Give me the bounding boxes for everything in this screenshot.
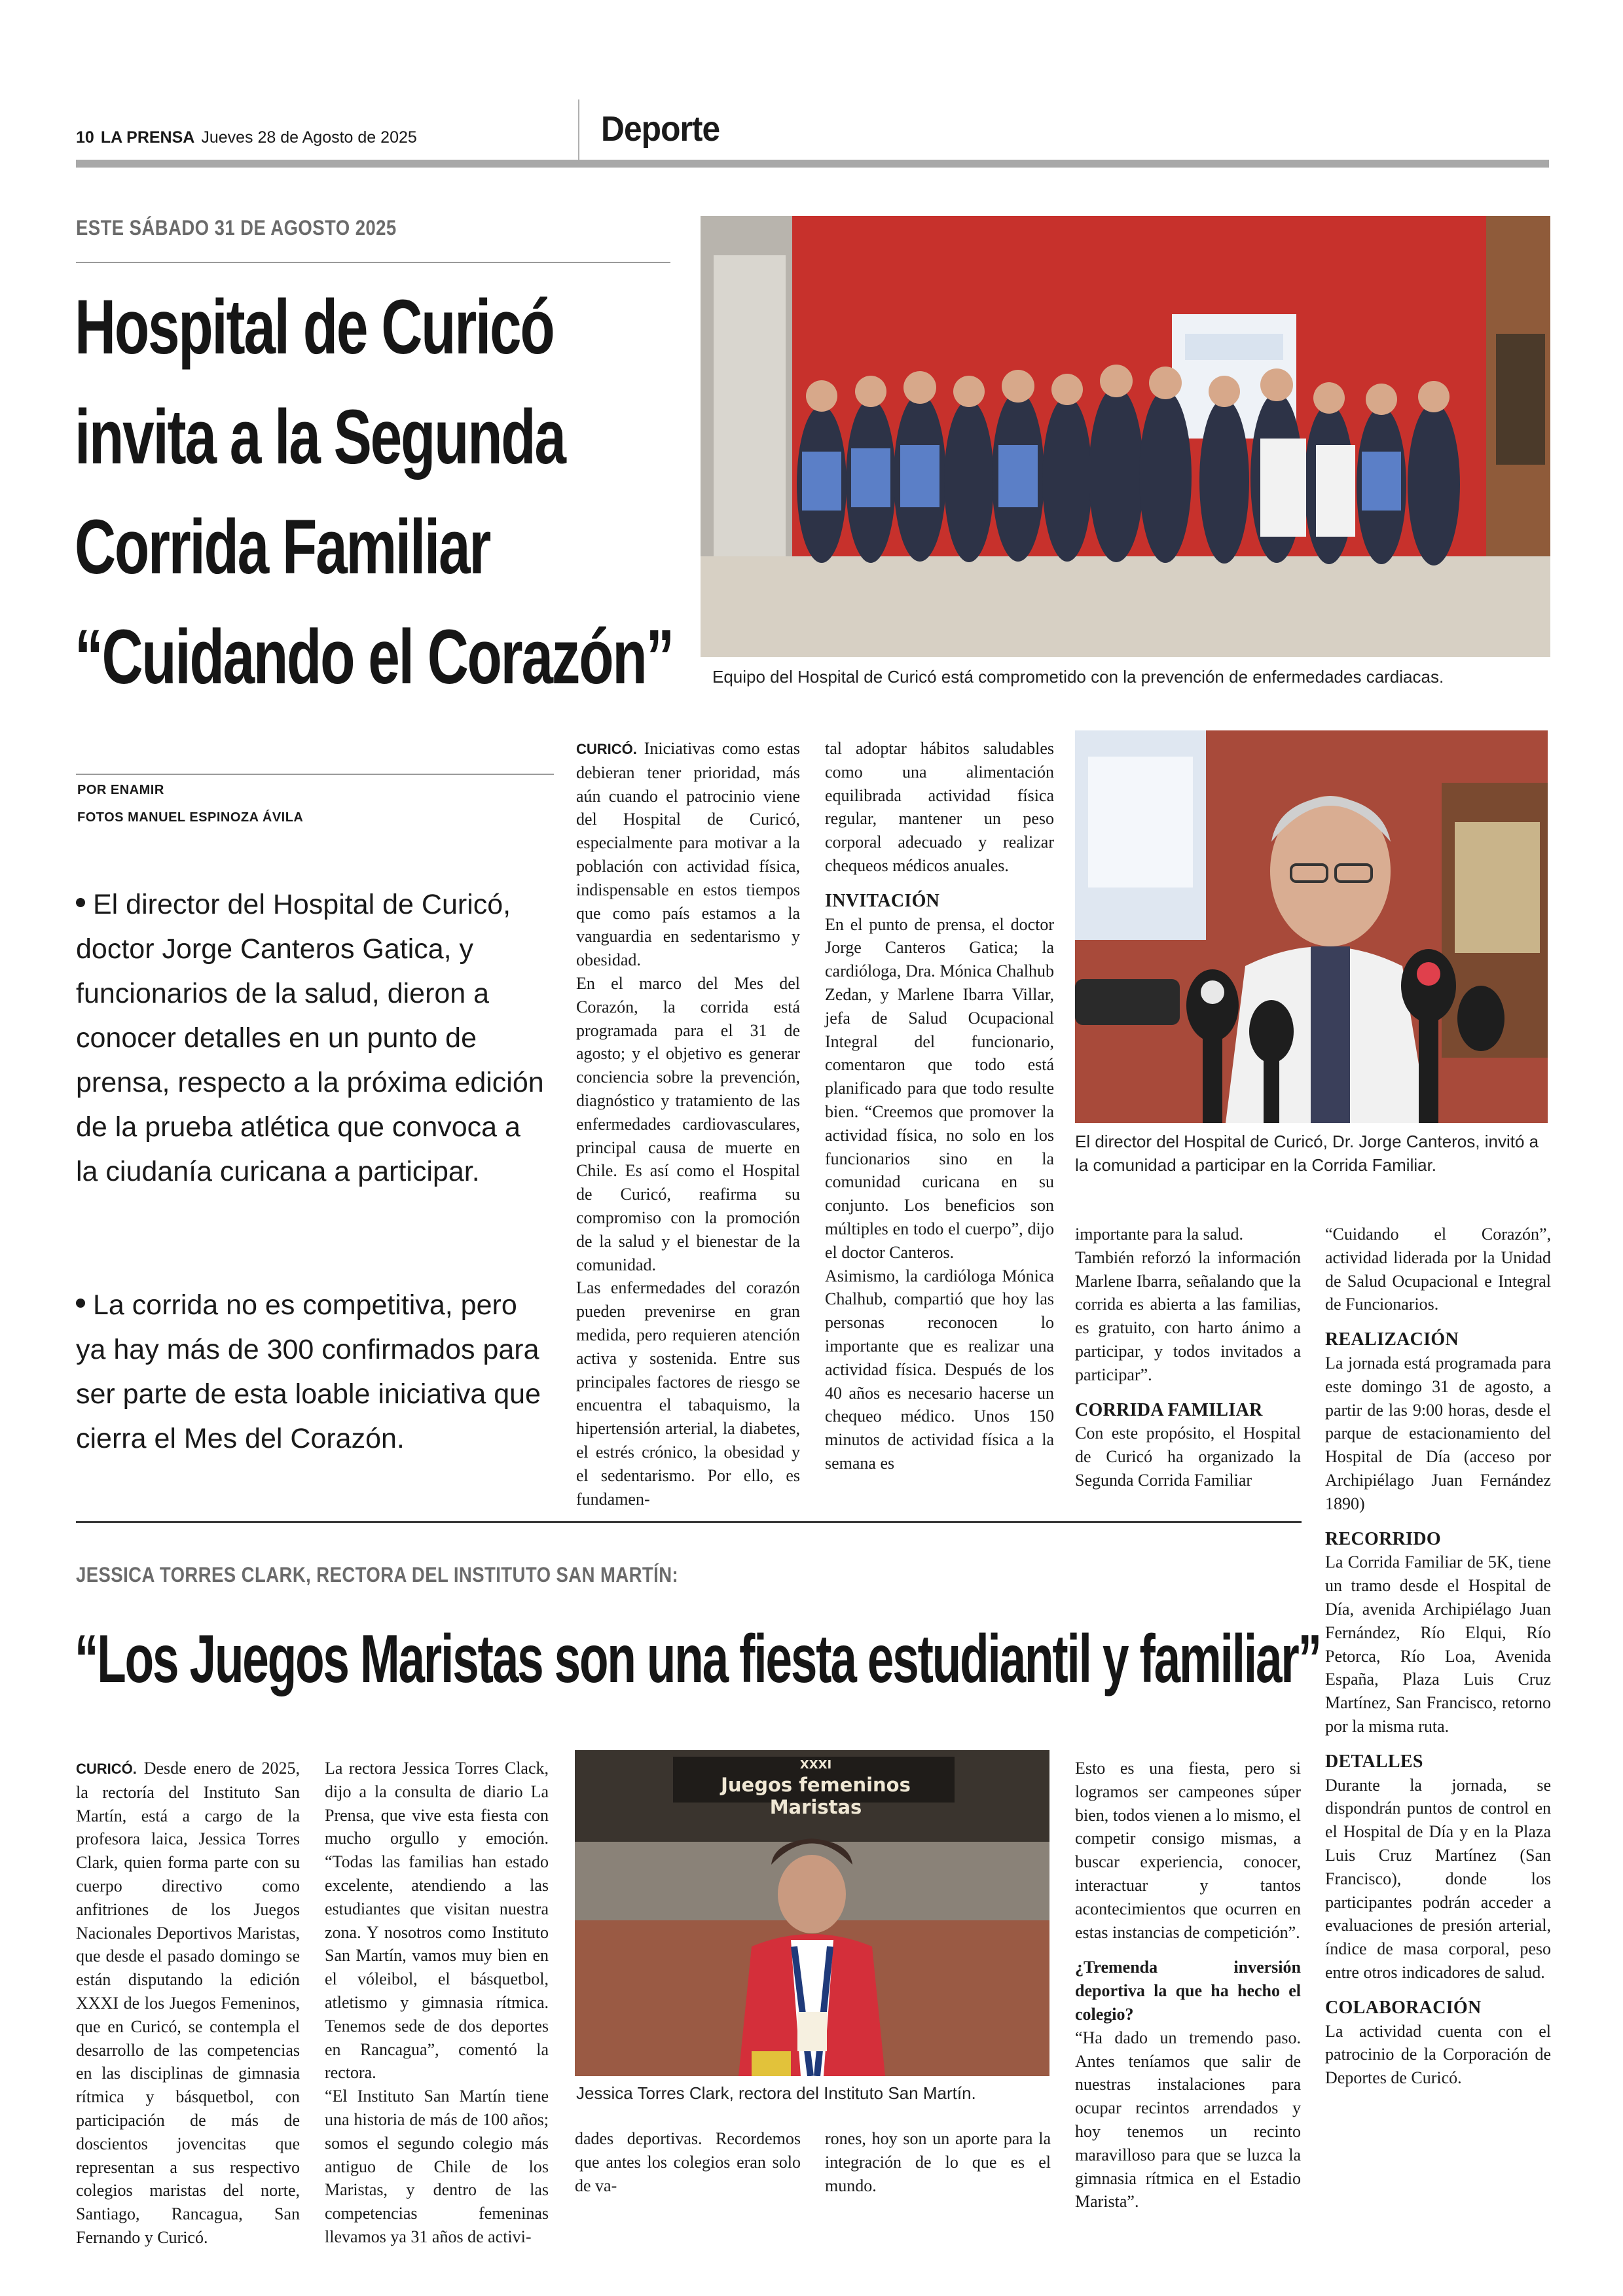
paragraph: rones, hoy son un aporte para la integración de lo que es el mundo. bbox=[825, 2129, 1051, 2195]
dateline: CURICÓ. bbox=[576, 741, 637, 757]
story1-column-2 bbox=[825, 737, 1054, 1475]
story2-kicker: JESSICA TORRES CLARK, RECTORA DEL INSTITUTO SAN MARTÍN: bbox=[76, 1563, 679, 1587]
director-photo bbox=[1075, 730, 1548, 1123]
issue-date: Jueves 28 de Agosto de 2025 bbox=[201, 128, 417, 147]
summary-bullet bbox=[76, 1283, 547, 1461]
photo-banner-roman: XXXI bbox=[799, 1758, 832, 1772]
paragraph: La Corrida Familiar de 5K, tiene un tramo desde el Hospital de Día, avenida Archipiélago Juan Fernández, Río Elqui, Río Petorca, Río Loa, Avenida España, Plaza Luis Cruz Martínez, San Francisco, retorno por la misma ruta. bbox=[1325, 1552, 1551, 1736]
page-number: 10 bbox=[76, 128, 94, 147]
bullet-dot-icon bbox=[76, 898, 85, 907]
paragraph: La actividad cuenta con el patrocinio de la Corporación de Deportes de Curicó. bbox=[1325, 2021, 1551, 2088]
story2-headline: “Los Juegos Maristas son una fiesta estudiantil y familiar” bbox=[75, 1621, 1321, 1697]
paragraph: tal adoptar hábitos saludables como una alimentación equilibrada actividad física regular, mantener un peso corporal adecuado y realizar chequeos médicos anuales. bbox=[825, 739, 1054, 875]
subheading: RECORRIDO bbox=[1325, 1528, 1441, 1549]
headline-line: Corrida Familiar bbox=[75, 504, 490, 590]
story2-column-4 bbox=[825, 2127, 1051, 2197]
paragraph: También reforzó la información Marlene Ibarra, señalando que la corrida es abierta a las familias, es gratuito, con harto ánimo a participar, y todos invitados a participar”. bbox=[1075, 1247, 1301, 1384]
paragraph: En el punto de prensa, el doctor Jorge Canteros Gatica; la cardióloga, Dra. Mónica Chalhub Zedan, y Marlene Ibarra Villar, jefa de Salud Ocupacional Integral del funcionario, comentaron que todo está planificado para que todo resulte bien. “Creemos que promover la actividad física, no solo en los funcionarios sino en la comunidad curicana en su conjunto. Los beneficios son múltiples en todo el cuerpo”, dijo el doctor Canteros. bbox=[825, 914, 1054, 1262]
story1-column-3 bbox=[1075, 1223, 1301, 1492]
subheading: REALIZACIÓN bbox=[1325, 1329, 1459, 1350]
byline-author: POR ENAMIR bbox=[77, 783, 164, 797]
section-title: Deporte bbox=[601, 109, 720, 149]
story2-column-5 bbox=[1075, 1757, 1301, 2214]
story2-column-1 bbox=[76, 1757, 300, 2250]
director-photo-image bbox=[1075, 730, 1548, 1123]
paragraph: La rectora Jessica Torres Clack, dijo a la consulta de diario La Prensa, que vive esta fiesta con mucho orgullo y emoción. “Todas las familias han estado excelente, atendiendo a las estudiantes que visitan nuestra zona. Y nosotros como Instituto San Martín, vamos muy bien en el vóleibol, el básquetbol, atletismo y gimnasia rítmica. Tenemos sede de dos deportes en Rancagua”, comentó la rectora. bbox=[325, 1759, 549, 2083]
paragraph: “El Instituto San Martín tiene una historia de más de 100 años; somos el segundo colegio más antiguo de Chile de los Maristas, y dentro de las competencias femeninas llevamos ya 31 años de activi- bbox=[325, 2087, 549, 2246]
summary-bullet bbox=[76, 882, 547, 1194]
group-photo-caption: Equipo del Hospital de Curicó está comprometido con la prevención de enfermedades cardiacas. bbox=[712, 667, 1444, 687]
kicker-rule bbox=[76, 262, 670, 263]
story1-column-4 bbox=[1325, 1223, 1551, 2090]
subheading: DETALLES bbox=[1325, 1751, 1423, 1772]
paragraph: En el marco del Mes del Corazón, la corrida está programada para el 31 de agosto; y el objetivo es generar conciencia sobre la prevención, diagnóstico y tratamiento de las enfermedades cardiovasculares, principal causa de muerte en Chile. Es así como el Hospital de Curicó, reafirma su compromiso con la promoción de la salud y el bienestar de la comunidad. bbox=[576, 973, 800, 1274]
header-divider bbox=[578, 99, 579, 162]
paragraph: Iniciativas como estas debieran tener prioridad, más aún cuando el patrocinio viene del Hospital de Curicó, especialmente para motivar a la población con actividad física, indispensable en estos tiempos que como país estamos a la vanguardia en sedentarismo y obesidad. bbox=[576, 739, 800, 970]
subheading: CORRIDA FAMILIAR bbox=[1075, 1399, 1263, 1420]
group-photo-image bbox=[701, 216, 1550, 657]
story-divider bbox=[76, 1521, 1302, 1523]
bullet-text: El director del Hospital de Curicó, doctor Jorge Canteros Gatica, y funcionarios de la salud, dieron a conocer detalles en un punto de prensa, respecto a la próxima edición de la prueba atlética que convoca a la ciudanía curicana a participar. bbox=[76, 889, 544, 1187]
director-photo-caption: El director del Hospital de Curicó, Dr. Jorge Canteros, invitó a la comunidad a participar en la Corrida Familiar. bbox=[1075, 1132, 1539, 1175]
paper-name: LA PRENSA bbox=[100, 128, 195, 147]
bullet-dot-icon bbox=[76, 1299, 85, 1308]
subheading: COLABORACIÓN bbox=[1325, 1997, 1482, 2018]
story1-headline bbox=[75, 272, 673, 712]
paragraph: “Ha dado un tremendo paso. Antes teníamos que salir de nuestras instalaciones para ocupar recintos arrendados y hoy tenemos un recinto maravilloso para que se luzca la gimnasia rítmica en el Estadio Marista”. bbox=[1075, 2028, 1301, 2212]
group-photo bbox=[701, 216, 1550, 657]
header-rule bbox=[76, 160, 1549, 168]
bullet-text: La corrida no es competitiva, pero ya hay más de 300 confirmados para ser parte de esta loable iniciativa que cierra el Mes del Corazón. bbox=[76, 1289, 541, 1454]
headline-line: invita a la Segunda bbox=[75, 394, 565, 480]
paragraph: importante para la salud. bbox=[1075, 1225, 1244, 1244]
paragraph: dades deportivas. Recordemos que antes los colegios eran solo de va- bbox=[575, 2129, 801, 2195]
paragraph: Asimismo, la cardióloga Mónica Chalhub, compartió que hoy las personas reconocen lo importante que es realizar una actividad física. Después de los 40 años es necesario hacerse un chequeo médico. Unos 150 minutos de actividad física a la semana es bbox=[825, 1266, 1054, 1473]
headline-line: “Cuidando el Corazón” bbox=[75, 614, 673, 700]
paragraph: Desde enero de 2025, la rectoría del Instituto San Martín, está a cargo de la profesora laica, Jessica Torres Clark, quien forma parte con su cuerpo directivo como anfitriones de los Juegos Nacionales Deportivos Maristas, que desde el pasado domingo se están disputando la edición XXXI de los Juegos Femeninos, que en Curicó, se contempla el desarrollo de las competencias en las disciplinas de gimnasia rítmica y básquetbol, con participación de más de doscientos jovencitas que representan a sus respectivo colegios maristas del norte, Santiago, Rancagua, San Fernando y Curicó. bbox=[76, 1759, 300, 2247]
subheading: INVITACIÓN bbox=[825, 890, 940, 911]
photo-banner: Juegos femeninos Maristas bbox=[721, 1774, 911, 1818]
byline-rule bbox=[76, 774, 554, 775]
rector-photo bbox=[575, 1750, 1049, 2076]
page-header-left bbox=[76, 128, 417, 147]
dateline: CURICÓ. bbox=[76, 1761, 137, 1777]
story2-column-2 bbox=[325, 1757, 549, 2249]
paragraph: Con este propósito, el Hospital de Curicó ha organizado la Segunda Corrida Familiar bbox=[1075, 1424, 1301, 1490]
story1-kicker: ESTE SÁBADO 31 DE AGOSTO 2025 bbox=[76, 216, 397, 240]
rector-photo-caption: Jessica Torres Clark, rectora del Instituto San Martín. bbox=[576, 2083, 976, 2103]
headline-line: Hospital de Curicó bbox=[75, 284, 554, 370]
paragraph: La jornada está programada para este domingo 31 de agosto, a partir de las 9:00 horas, desde el parque de estacionamiento del Hospital de Día (acceso por Archipiélago Juan Fernández 1890) bbox=[1325, 1353, 1551, 1513]
byline-photos: FOTOS MANUEL ESPINOZA ÁVILA bbox=[77, 810, 304, 825]
paragraph: “Cuidando el Corazón”, actividad liderada por la Unidad de Salud Ocupacional e Integral de Funcionarios. bbox=[1325, 1225, 1551, 1314]
story1-column-1 bbox=[576, 737, 800, 1511]
paragraph: Esto es una fiesta, pero si logramos ser campeones súper bien, todos vienen a lo mismo, el competir consigo mismas, a buscar experiencia, conocer, interactuar y tantos acontecimientos que ocurren en estas instancias de competición”. bbox=[1075, 1759, 1301, 1942]
paragraph: Durante la jornada, se dispondrán puntos de control en el Hospital de Día y en la Plaza Luis Cruz Martínez (San Francisco), donde los participantes podrán acceder a evaluaciones de presión arterial, índice de masa corporal, peso entre otros indicadores de salud. bbox=[1325, 1775, 1551, 1982]
story2-column-3 bbox=[575, 2127, 801, 2197]
interview-question: ¿Tremenda inversión deportiva la que ha hecho el colegio? bbox=[1075, 1958, 1301, 2024]
paragraph: Las enfermedades del corazón pueden prevenirse en gran medida, pero requieren atención activa y sostenida. Entre sus principales factores de riesgo se encuentra el tabaquismo, la hipertensión arterial, la diabetes, el estrés crónico, la obesidad y el sedentarismo. Por ello, es fundamen- bbox=[576, 1278, 800, 1509]
